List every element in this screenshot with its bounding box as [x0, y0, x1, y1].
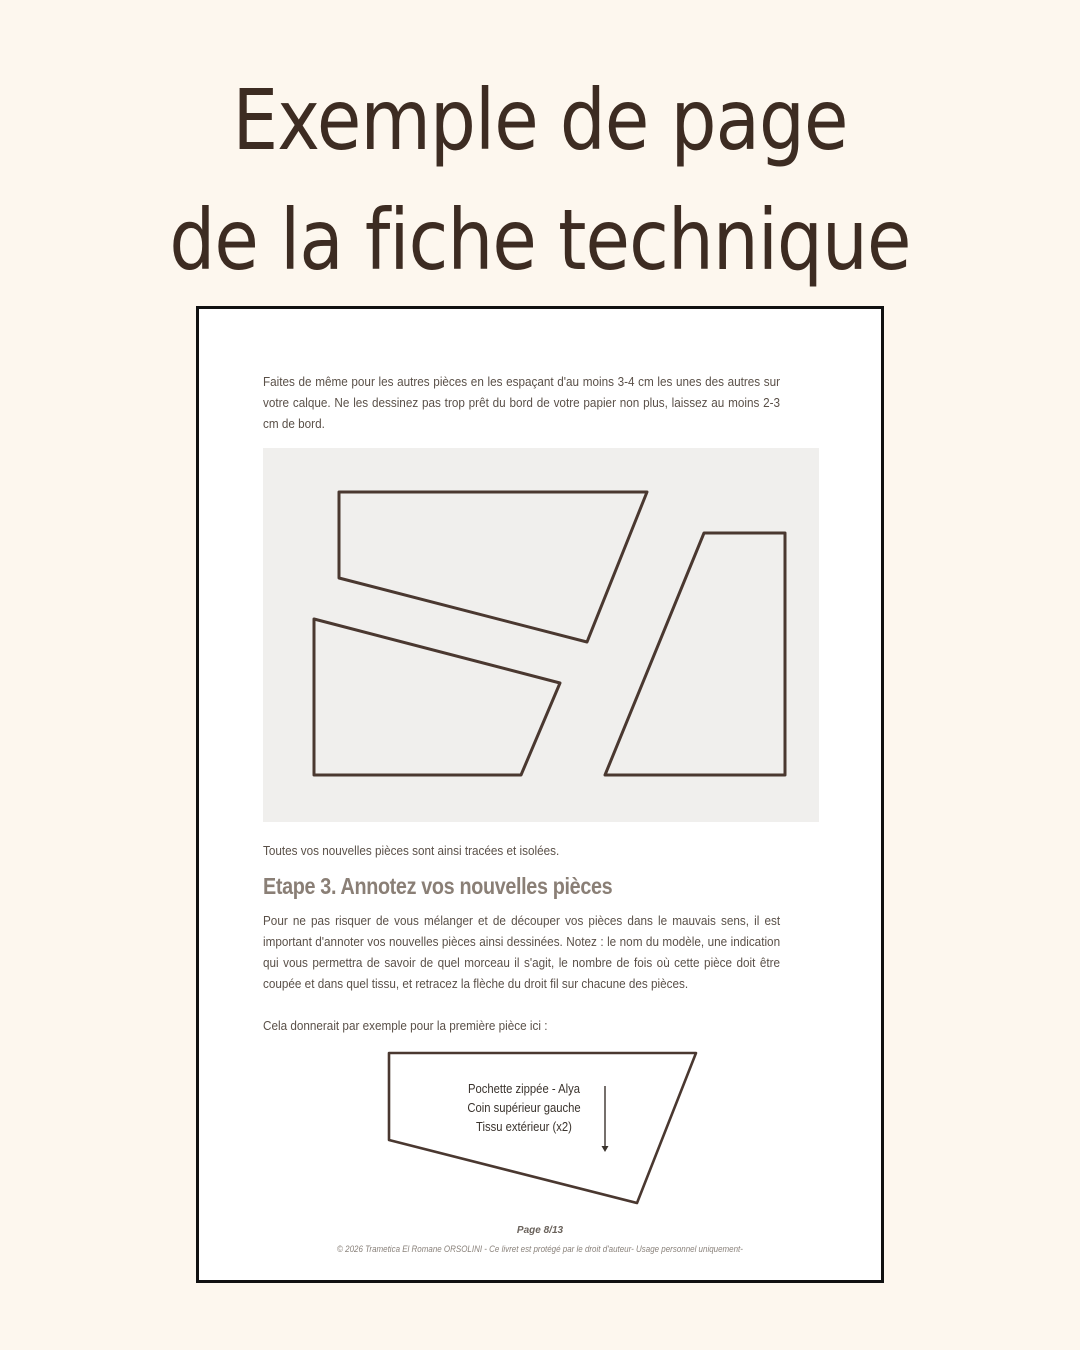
pattern-pieces-drawing	[263, 448, 819, 822]
example-intro: Cela donnerait par exemple pour la première pièce ici :	[263, 1019, 548, 1033]
headline-line-2: de la fiche technique	[169, 191, 911, 289]
pattern-pieces-figure	[263, 448, 819, 822]
annotation-piece-position: Coin supérieur gauche	[467, 1101, 581, 1115]
annotation-model-name: Pochette zippée - Alya	[468, 1082, 580, 1096]
piece-annotation-text	[466, 1080, 583, 1137]
pattern-piece-right	[605, 533, 785, 775]
pattern-piece-bottom-left	[314, 619, 560, 775]
page-headline	[76, 60, 1005, 300]
step-3-heading: Etape 3. Annotez vos nouvelles pièces	[263, 873, 613, 899]
pattern-piece-top-left	[339, 492, 647, 642]
document-sheet	[196, 306, 884, 1283]
intro-paragraph: Faites de même pour les autres pièces en les espaçant d'au moins 3-4 cm les unes des autres sur votre calque. Ne les dessinez pas trop prêt du bord de votre papier non plus, laissez au moins 2-3 cm de bord.	[263, 375, 781, 431]
annotated-piece-example	[385, 1051, 701, 1211]
headline-line-1: Exemple de page	[232, 71, 848, 169]
figure-caption: Toutes vos nouvelles pièces sont ainsi tracées et isolées.	[263, 844, 560, 858]
step-3-paragraph: Pour ne pas risquer de vous mélanger et de découper vos pièces dans le mauvais sens, il est important d'annoter vos nouvelles pièces ainsi dessinées. Notez : le nom du modèle, une indication qui vous permettra de savoir de quel morceau il s'agit, le nombre de fois où cette pièce doit être coupée et dans quel tissu, et retracez la flèche du droit fil sur chacune des pièces.	[263, 914, 781, 991]
copyright-notice: © 2026 Trametica El Romane ORSOLINI - Ce livret est protégé par le droit d'auteur- Usage personnel uniquement-	[337, 1244, 743, 1255]
page-number: Page 8/13	[516, 1225, 564, 1236]
grainline-arrowhead-icon	[602, 1146, 609, 1152]
annotation-fabric-count: Tissu extérieur (x2)	[476, 1120, 572, 1134]
